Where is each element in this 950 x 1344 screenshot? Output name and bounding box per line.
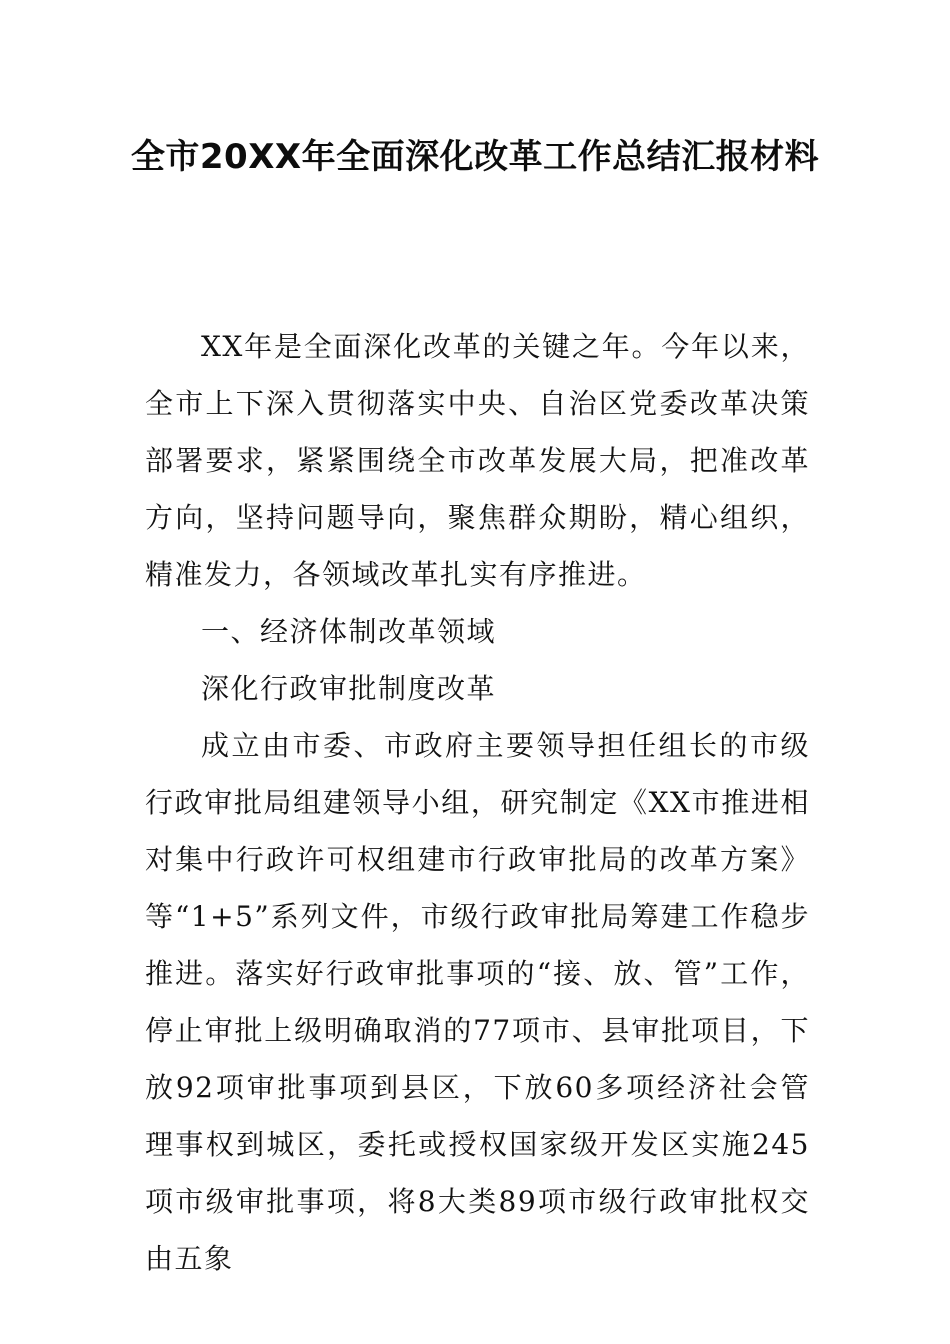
document-title: 全市20XX年全面深化改革工作总结汇报材料 bbox=[130, 137, 820, 177]
section-heading: 一、经济体制改革领域 bbox=[201, 615, 497, 648]
body-paragraph: 成立由市委、市政府主要领导担任组长的市级行政审批局组建领导小组，研究制定《XX市推进相对集中行政许可权组建市行政审批局的改革方案》等“1+5”系列文件，市级行政审批局筹建工作稳步推进。落实好行政审批事项的“接、放、管”工作，停止审批上级明确取消的77项市、县审批项目，下放92项审批事项到县区，下放60多项经济社会管理事权到城区，委托或授权国家级开发区实施245项市级审批事项，将8大类89项市级行政审批权交由五象 bbox=[145, 729, 810, 1275]
intro-paragraph: XX年是全面深化改革的关键之年。今年以来，全市上下深入贯彻落实中央、自治区党委改革决策部署要求，紧紧围绕全市改革发展大局，把准改革方向，坚持问题导向，聚焦群众期盼，精心组织，精准发力，各领域改革扎实有序推进。 bbox=[145, 330, 810, 591]
subsection-heading: 深化行政审批制度改革 bbox=[201, 672, 497, 705]
document-body bbox=[145, 318, 810, 1287]
